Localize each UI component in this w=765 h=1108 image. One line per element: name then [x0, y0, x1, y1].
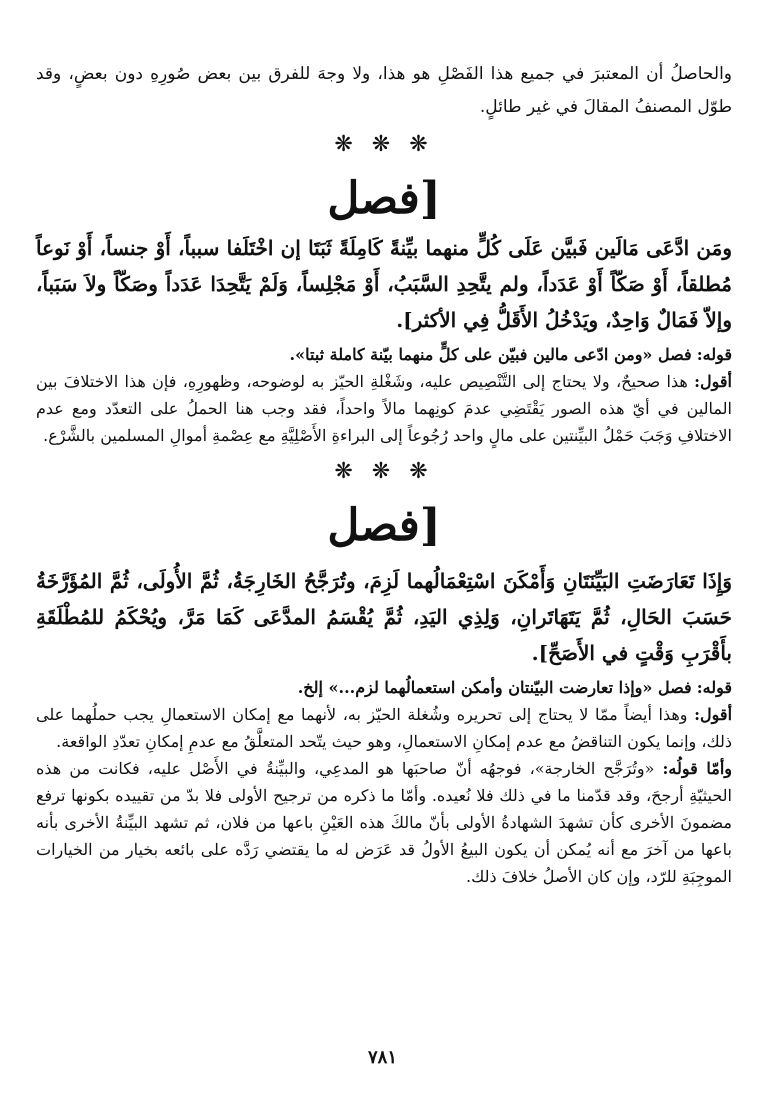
- commentary-quote: [36, 341, 732, 368]
- qawluhu-label: قوله:: [696, 345, 732, 364]
- section-heading-text: [فصل: [327, 173, 441, 224]
- aqulu-text: وهذا أيضاً ممّا لا يحتاج إلى تحريره وشُغلة الحيّز به، لأنهما مع إمكان الاستعمالِ يجب حملُهما على ذلك، وإنما يكون التناقضُ مع عدم إمكانِ الاستعمالِ، وهو حيث يتّحد المتعلَّقُ مع عدمِ إمكانِ تعدّدِ الواقعة.: [36, 705, 732, 751]
- qawluhu-label: قوله:: [696, 678, 732, 697]
- commentary-paragraph: [36, 701, 732, 755]
- matn-text: وَإِذَا تَعَارَضَتِ البَيِّنَتَانِ وَأَمْكَنَ اسْتِعْمَالُهما لَزِمَ، وتُرَجَّحُ الخَارِجَةُ، ثُمَّ الأُولَى، ثُمَّ المُؤَرَّخَةُ حَسَبَ الحَالِ، ثُمَّ يَتَهَاتَرانِ، وَلِذِي اليَدِ، ثُمَّ يُقْسَمُ المدَّعَى كَمَا مَرَّ، ويُحْكَمُ للمُطْلَقَةِ بأَقْرَبِ وَقْتٍ في الأَصَحِّ].: [36, 569, 732, 665]
- commentary-paragraph: [36, 368, 732, 449]
- amma-text: «وتُرَجَّح الخارجة»، فوجهُه أنّ صاحبَها هو المدعِي، والبيِّنةُ في الأَصْل عليه، فكانت من هذه الحيثيّةِ أرجحَ، وقد قدّمنا ما في ذلك فلا نُعيده. وأمّا ما ذكره من ترجيح الأولى فلا بدّ من تقييده بكونها ترفع مضمونَ الأخرى كأن تشهدَ الشهادةُ الأولى بأنّ مالكَ هذه العَيْنِ باعها من فلان، ثم تشهد البيِّنةُ الأخرى بأنه باعها من آخرَ مع أنه يُمكن أن يكون البيعُ الأولُ قد عَرَض له ما يقتضي رَدَّه على بائعه بخيار من الخيارات الموجِبَةِ للرّد، وإن كان الأصلُ خلافَ ذلك.: [36, 759, 732, 886]
- commentary-quote: [36, 674, 732, 701]
- matn-text: ومَن ادَّعَى مَالَين فَبيَّن عَلَى كُلٍّ منهما بيِّنةً كَامِلَةً ثَبَتَا إن اخْتَلَفا سبباً، أَوْ جنساً، أَوْ نَوعاً مُطلقاً، أَوْ صَكّاً أَوْ عَدَداً، ولم يتَّحِدِ السَّبَبُ، أَوْ مَجْلِساً، وَلَمْ يَتَّحِدَا عَدَداً وصَكّاً ولاَ سَبَباً، وإلاّ فَمَالٌ وَاحِدٌ، ويَدْخُلُ الأَقَلُّ فِي الأكثر].: [36, 236, 732, 332]
- amma-label: وأمّا قولُه:: [662, 759, 732, 778]
- page-number: ٧٨١: [367, 1047, 397, 1068]
- section-heading-text: [فصل: [327, 500, 441, 551]
- aqulu-text: هذا صحيحٌ، ولا يحتاج إلى التَّنْصِيص عليه، وشَغْلةِ الحيّز به لوضوحه، وظهورِهِ، فإن هذا الاختلافَ بين المالين في أيّ هذه الصور يَقْتَضِي عدمَ كونِهما مالاً واحداً، فقد وجب هنا الحملُ على التعدّد ومع عدم الاختلافِ وَجَبَ حَمْلُ البيِّنتين على مالٍ واحد رُجُوعاً إلى البراءةِ الأَصْلِيَّةِ مع عِصْمةِ أموالِ المسلمين بالشَّرْع.: [36, 372, 733, 445]
- qawluhu-text: فصل «ومن ادّعى مالين فبيّن على كلٍّ منهما بيّنة كاملة ثبتا».: [289, 345, 692, 364]
- section-heading: [36, 168, 732, 230]
- intro-paragraph: والحاصلُ أن المعتبرَ في جميع هذا الفَصْلِ هو هذا، ولا وجهَ للفرق بين بعض صُورِهِ دون بعضٍ، وقد طوّل المصنفُ المقالَ في غير طائلٍ.: [36, 64, 732, 117]
- aqulu-label: أقول:: [694, 372, 732, 391]
- aqulu-label: أقول:: [694, 705, 733, 724]
- commentary-paragraph: [36, 755, 732, 890]
- asterism-separator: ❋ ❋ ❋: [334, 459, 434, 484]
- qawluhu-text: فصل «وإذا تعارضت البيّنتان وأمكن استعمالُهما لزم...» إلخ.: [297, 678, 692, 697]
- section-heading: [36, 495, 732, 557]
- asterism-separator: ❋ ❋ ❋: [334, 132, 434, 157]
